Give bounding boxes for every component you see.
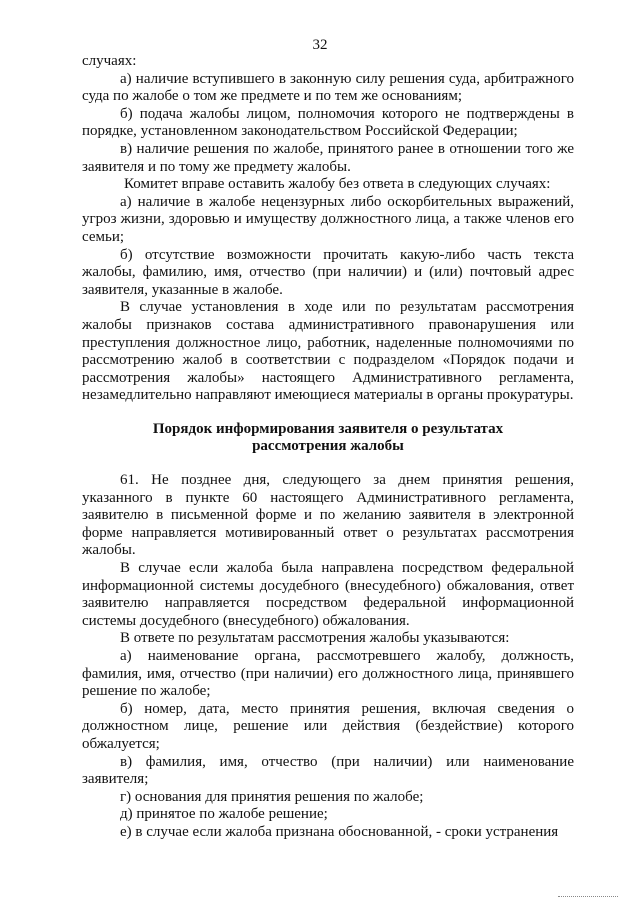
section-heading: Порядок информирования заявителя о результатах рассмотрения жалобы (152, 420, 504, 455)
scan-mark (558, 896, 618, 899)
paragraph: В случае установления в ходе или по результатам рассмотрения жалобы признаков состава административного правонарушения или преступления должностное лицо, работник, наделенные полномочиями по рассмотрению жалоб в соответствии с подразделом «Порядок подачи и рассмотрения жалобы» настоящего Административного регламента, незамедлительно направляют имеющиеся материалы в органы прокуратуры. (82, 299, 574, 404)
paragraph: В случае если жалоба была направлена посредством федеральной информационной системы досудебного (внесудебного) обжалования, ответ заявителю направляется посредством федеральной информационной системы досудебного (внесудебного) обжалования. (82, 560, 574, 629)
list-item: в) фамилия, имя, отчество (при наличии) или наименование заявителя; (82, 753, 574, 788)
list-item: б) отсутствие возможности прочитать какую-либо часть текста жалобы, фамилию, имя, отчество (при наличии) и (или) почтовый адрес заявителя, указанные в жалобе. (82, 246, 574, 298)
list-item: а) наименование органа, рассмотревшего жалобу, должность, фамилия, имя, отчество (при наличии) его должностного лица, принявшего решение по жалобе; (82, 648, 574, 700)
list-item: б) номер, дата, место принятия решения, включая сведения о должностном лице, решение или действия (бездействие) которого обжалуется; (82, 700, 574, 752)
paragraph: В ответе по результатам рассмотрения жалобы указываются: (120, 630, 510, 647)
list-item: д) принятое по жалобе решение; (120, 806, 328, 823)
list-item: в) наличие решения по жалобе, принятого ранее в отношении того же заявителя и по тому же предмету жалобы. (82, 140, 574, 175)
list-item: а) наличие вступившего в законную силу решения суда, арбитражного суда по жалобе о том же предмете и по тем же основаниям; (82, 70, 574, 105)
paragraph: Комитет вправе оставить жалобу без ответа в следующих случаях: (124, 176, 551, 193)
list-item: б) подача жалобы лицом, полномочия которого не подтверждены в порядке, установленном законодательством Российской Федерации; (82, 105, 574, 140)
list-item: а) наличие в жалобе нецензурных либо оскорбительных выражений, угроз жизни, здоровью и имуществу должностного лица, а также членов его семьи; (82, 193, 574, 245)
document-body (82, 53, 574, 842)
page-number: 32 (312, 37, 328, 53)
paragraph: случаях: (82, 53, 137, 69)
list-item: г) основания для принятия решения по жалобе; (120, 788, 424, 805)
paragraph: 61. Не позднее дня, следующего за днем принятия решения, указанного в пункте 60 настоящего Административного регламента, заявителю в письменной форме и по желанию заявителя в электронной форме направляется мотивированный ответ о результатах рассмотрения жалобы. (82, 472, 574, 559)
list-item: е) в случае если жалоба признана обоснованной, - сроки устранения (120, 823, 559, 840)
